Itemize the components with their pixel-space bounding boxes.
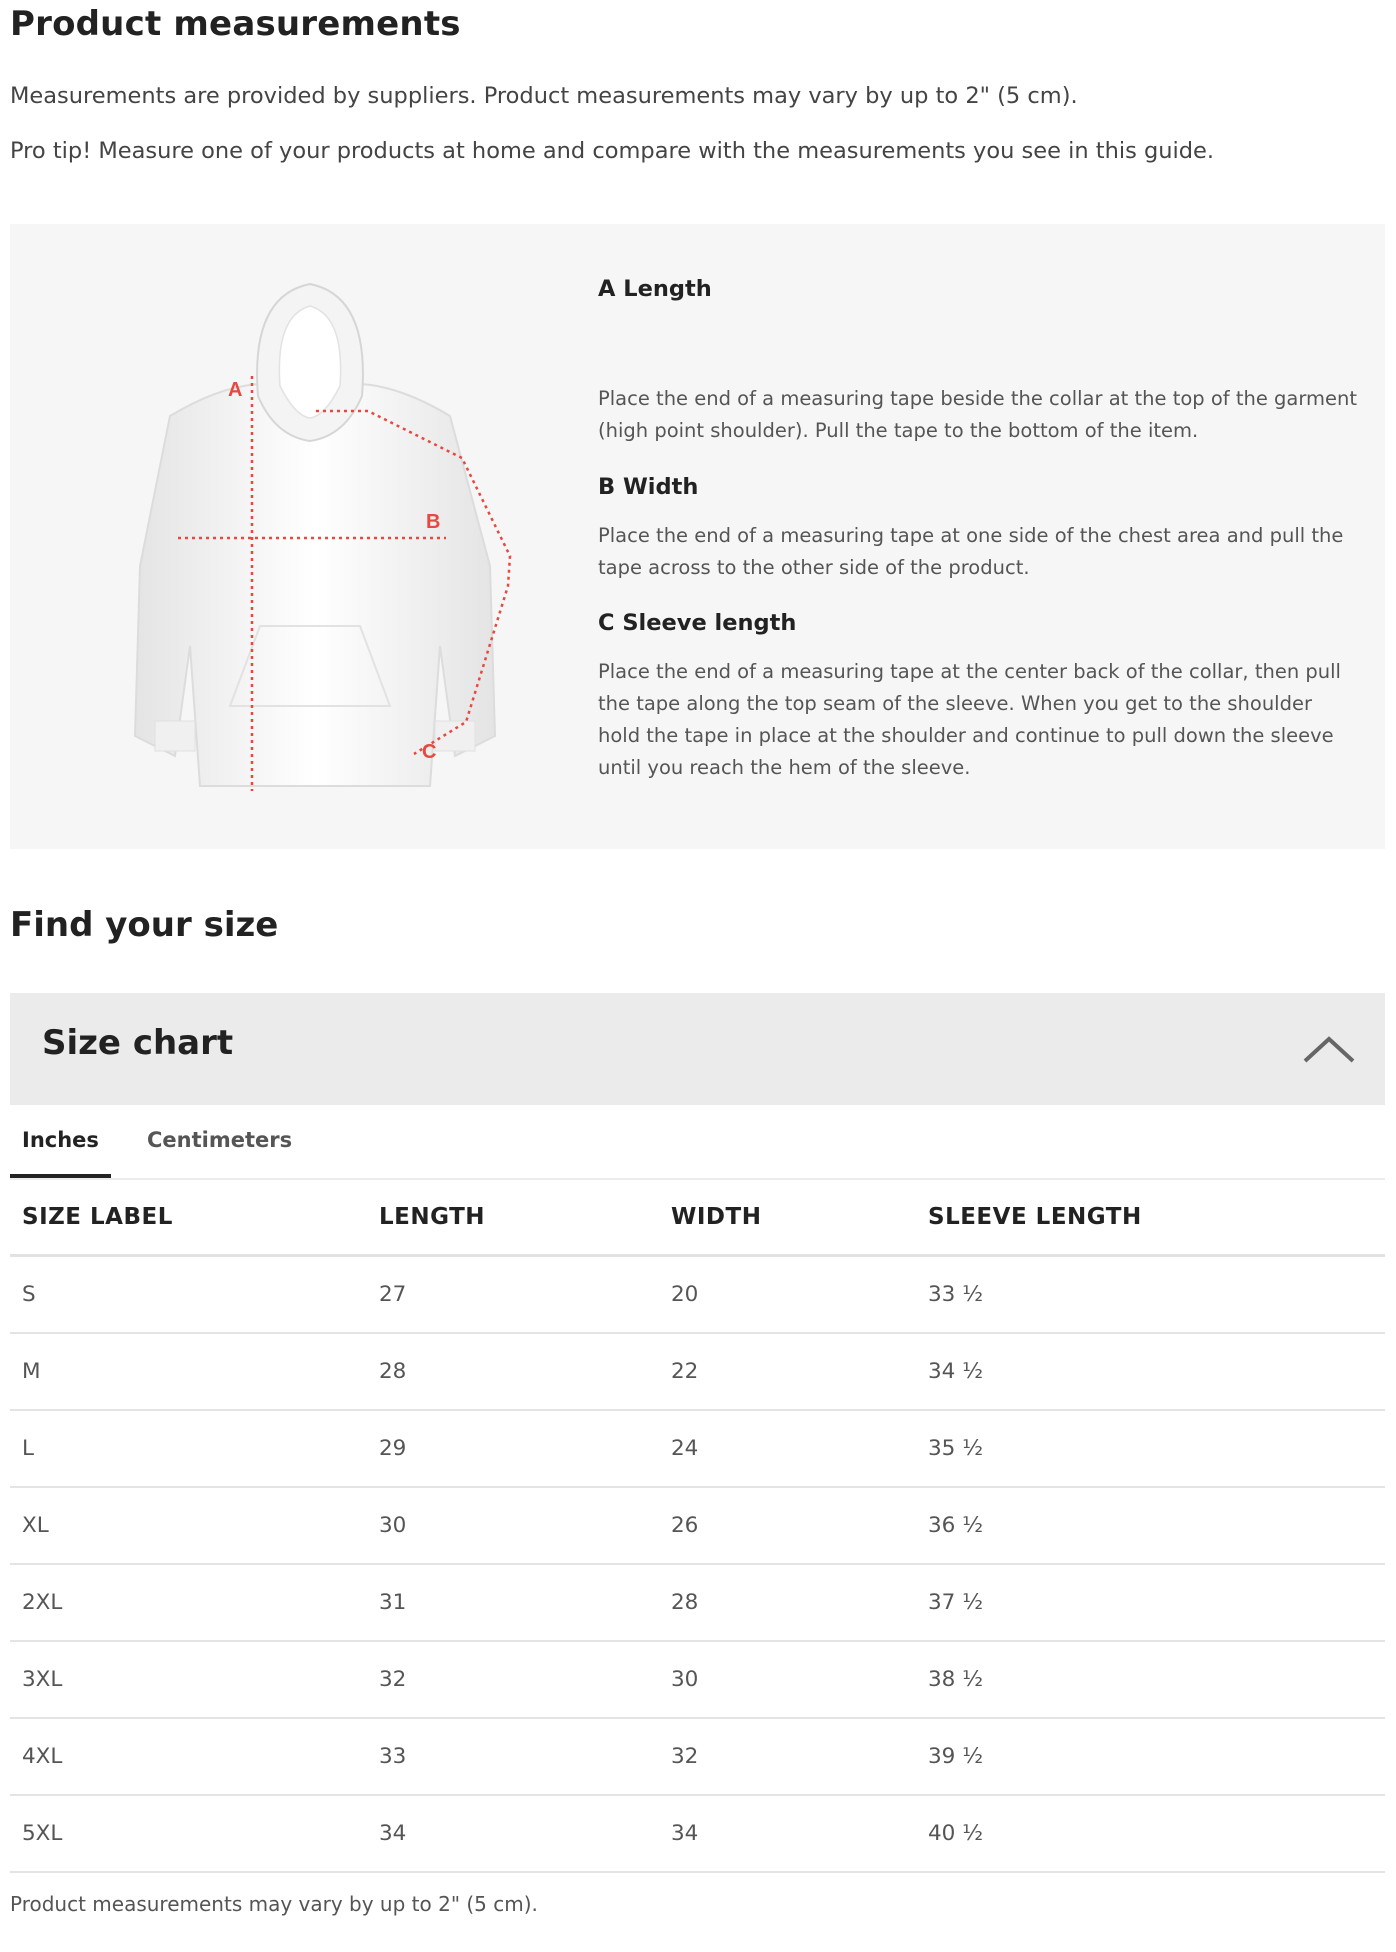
width-cell: 32 <box>659 1718 916 1795</box>
sleeve-cell: 38 ½ <box>916 1641 1385 1718</box>
label-c: C <box>422 741 437 763</box>
size-cell: 4XL <box>10 1718 367 1795</box>
length-description: Place the end of a measuring tape beside the collar at the top of the garment (high point shoulder). Pull the tape to the bottom of the item. <box>598 387 1358 442</box>
width-heading: B Width <box>598 474 699 500</box>
col-width: WIDTH <box>659 1180 916 1256</box>
chevron-up-icon[interactable] <box>1301 1031 1357 1067</box>
hoodie-diagram <box>110 266 550 806</box>
length-cell: 27 <box>367 1256 659 1334</box>
table-row <box>10 1487 1385 1564</box>
find-your-size-heading: Find your size <box>10 905 279 945</box>
sleeve-cell: 33 ½ <box>916 1256 1385 1334</box>
size-cell: XL <box>10 1487 367 1564</box>
length-cell: 32 <box>367 1641 659 1718</box>
table-row <box>10 1333 1385 1410</box>
page-title: Product measurements <box>10 4 461 44</box>
sleeve-cell: 35 ½ <box>916 1410 1385 1487</box>
sleeve-length-heading: C Sleeve length <box>598 610 797 636</box>
col-sleeve-length: SLEEVE LENGTH <box>916 1180 1385 1256</box>
sleeve-cell: 36 ½ <box>916 1487 1385 1564</box>
label-a: A <box>228 379 243 401</box>
length-cell: 34 <box>367 1795 659 1872</box>
col-size-label: SIZE LABEL <box>10 1180 367 1256</box>
width-cell: 22 <box>659 1333 916 1410</box>
width-cell: 20 <box>659 1256 916 1334</box>
intro-text: Measurements are provided by suppliers. Product measurements may vary by up to 2" (5 cm). <box>10 83 1078 109</box>
table-row <box>10 1564 1385 1641</box>
size-chart-accordion-header[interactable] <box>10 993 1385 1105</box>
table-row <box>10 1256 1385 1334</box>
size-cell: L <box>10 1410 367 1487</box>
size-cell: M <box>10 1333 367 1410</box>
table-row <box>10 1410 1385 1487</box>
table-row <box>10 1718 1385 1795</box>
size-cell: S <box>10 1256 367 1334</box>
sleeve-cell: 37 ½ <box>916 1564 1385 1641</box>
footnote-text: Product measurements may vary by up to 2" (5 cm). <box>10 1892 538 1916</box>
size-cell: 5XL <box>10 1795 367 1872</box>
table-header-row <box>10 1180 1385 1256</box>
size-cell: 3XL <box>10 1641 367 1718</box>
measurement-guide-panel <box>10 224 1385 849</box>
table-row <box>10 1641 1385 1718</box>
length-cell: 28 <box>367 1333 659 1410</box>
width-cell: 28 <box>659 1564 916 1641</box>
width-cell: 34 <box>659 1795 916 1872</box>
sleeve-cell: 40 ½ <box>916 1795 1385 1872</box>
sleeve-cell: 34 ½ <box>916 1333 1385 1410</box>
length-cell: 30 <box>367 1487 659 1564</box>
label-b: B <box>426 511 441 533</box>
tab-inches[interactable]: Inches <box>10 1128 111 1178</box>
width-cell: 24 <box>659 1410 916 1487</box>
tab-centimeters[interactable]: Centimeters <box>147 1128 293 1152</box>
length-cell: 31 <box>367 1564 659 1641</box>
sleeve-cell: 39 ½ <box>916 1718 1385 1795</box>
length-heading: A Length <box>598 276 712 302</box>
pro-tip-text: Pro tip! Measure one of your products at home and compare with the measurements you see in this guide. <box>10 138 1215 164</box>
size-chart-title: Size chart <box>42 1023 234 1063</box>
sleeve-length-description: Place the end of a measuring tape at the center back of the collar, then pull the tape along the top seam of the sleeve. When you get to the shoulder hold the tape in place at the shoulder and continue to pull down the sleeve until you reach the hem of the sleeve. <box>598 660 1341 779</box>
width-cell: 26 <box>659 1487 916 1564</box>
hoodie-illustration <box>110 266 550 806</box>
width-cell: 30 <box>659 1641 916 1718</box>
col-length: LENGTH <box>367 1180 659 1256</box>
size-cell: 2XL <box>10 1564 367 1641</box>
table-row <box>10 1795 1385 1872</box>
length-cell: 29 <box>367 1410 659 1487</box>
unit-tabs <box>10 1108 1385 1180</box>
size-table <box>10 1180 1385 1873</box>
width-description: Place the end of a measuring tape at one side of the chest area and pull the tape across to the other side of the product. <box>598 524 1344 579</box>
length-cell: 33 <box>367 1718 659 1795</box>
